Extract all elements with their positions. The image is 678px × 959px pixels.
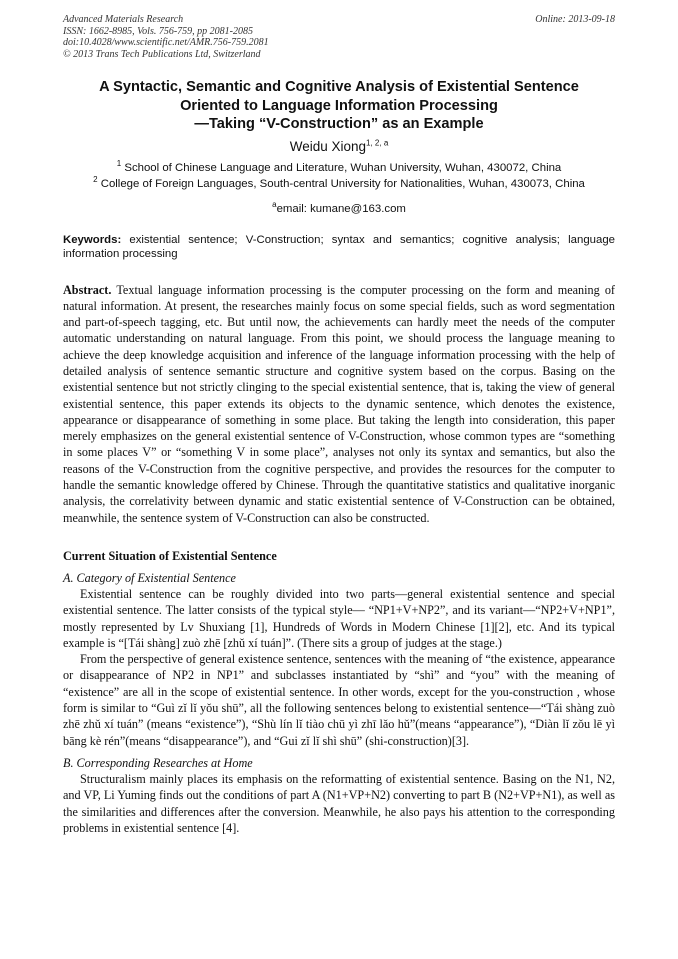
title-line-2: Oriented to Language Information Processing xyxy=(180,97,498,114)
abstract-block xyxy=(63,282,615,526)
author-name: Weidu Xiong xyxy=(289,138,367,154)
affiliation-2 xyxy=(63,176,615,192)
affiliation-1-superscript: 1 xyxy=(116,158,122,168)
abstract-label: Abstract. xyxy=(63,282,112,297)
journal-name: Advanced Materials Research xyxy=(63,14,184,25)
author-line xyxy=(63,138,615,156)
email-line xyxy=(63,199,615,216)
paragraph-category-1: Existential sentence can be roughly divided into two parts—general existential sentence and special existential sentence. The latter consists of the typical style— “NP1+V+NP2”, and its variant—“NP2+V+NP1”, mostly represented by Lv Shuxiang [1], Hundreds of Words in Modern Chinese [1][2], etc. And its typical example is “[Tái shàng] zuò zhē [zhǔ xí tuán]”. (There sits a group of judges at the stage.) xyxy=(63,586,615,650)
affiliation-2-text: College of Foreign Languages, South-central University for Nationalities, Wuhan, 430073, China xyxy=(100,177,585,190)
keywords-block xyxy=(63,233,615,262)
author-superscript: 1, 2, a xyxy=(366,138,389,147)
email-address: email: kumane@163.com xyxy=(276,202,406,215)
journal-header xyxy=(63,14,615,60)
keywords-text: existential sentence; V-Construction; syntax and semantics; cognitive analysis; language information processing xyxy=(63,233,615,260)
affiliation-2-superscript: 2 xyxy=(93,174,98,184)
abstract-text: Textual language information processing is the computer processing on the form and meaning of natural information. At present, the researches mainly focus on some special fields, such as word segmentation and part-of-speech tagging, etc. But until now, the achievements can hardly meet the needs of the computer automatic understanding on natural language. From this point, we should process the language meaning to achieve the deep knowledge acquisition and inference of the language information processing with the help of detailed analysis of sentence semantic structure and cognitive system based on the corpus. Basing on the existential sentence but not strictly clinging to the special existential sentence, that is, taking the view of general existential sentence, this paper extends its objects to the dynamic sentence, which denotes the existence, appearance or disappearance of something in some place. But taking the length into consideration, this paper merely emphasizes on the general existential sentence of V-Construction, whose common types are “something in some places V” or “something V in some place”, analyses not only its syntax and semantics, but also the reasons of the V-Construction from the cognitive perspective, and provides the resources for the computer to handle the semantic knowledge offered by Chinese. Through the quantitative statistics and qualitative inorganic analysis, the correlativity between dynamic and static existential sentence of V-Construction can be obtained, meanwhile, the sentence system of V-Construction can also be constructed. xyxy=(63,282,615,525)
title-line-3: —Taking “V-Construction” as an Example xyxy=(194,116,484,132)
online-date: Online: 2013-09-18 xyxy=(535,14,615,25)
subsection-heading-researches: B. Corresponding Researches at Home xyxy=(63,755,253,770)
affiliation-1 xyxy=(63,160,615,176)
paragraph-researches-1: Structuralism mainly places its emphasis on the reformatting of existential sentence. Basing on the N1, N2, and VP, Li Yuming finds out the conditions of part A (N1+VP+N2) converting to part B (N2+VP+N1), as well as the similarities and differences after the conversion. Meanwhile, he also pays his attention to the corresponding problems in existential sentence [4]. xyxy=(63,771,615,835)
subsection-heading-category: A. Category of Existential Sentence xyxy=(63,570,236,585)
copyright-line: © 2013 Trans Tech Publications Ltd, Switzerland xyxy=(63,48,261,60)
email-superscript: a xyxy=(272,199,277,209)
doi-line: doi:10.4028/www.scientific.net/AMR.756-759.2081 xyxy=(63,37,269,48)
issn-line: ISSN: 1662-8985, Vols. 756-759, pp 2081-2085 xyxy=(63,25,253,37)
paper-title xyxy=(63,78,615,134)
paragraph-category-2: From the perspective of general existence sentence, sentences with the meaning of “the existence, appearance or disappearance of NP2 in NP1” and subclasses instantiated by “shì” and “you” with the meaning of “existence” are all in the scope of existential sentence. In other words, except for the you-construction , whose form is similar to “Guì zǐ lǐ yǒu shū”, all the following sentences belong to existential sentence—“Tái shàng zuò zhē zhǔ xí tuán” (means “existence”), “Shù lín lǐ tiào chū yì zhī lǎo hǔ”(means “appearance”), “Diàn lǐ zǒu lē yì bāng kè rén”(means “disappearance”), and “Gui zǐ lǐ shì shū” (shi-construction)[3]. xyxy=(63,652,615,748)
section-heading-current-situation: Current Situation of Existential Sentence xyxy=(63,548,277,563)
affiliation-1-text: School of Chinese Language and Literature, Wuhan University, Wuhan, 430072, China xyxy=(124,161,562,174)
keywords-label: Keywords: xyxy=(63,233,122,246)
title-line-1: A Syntactic, Semantic and Cognitive Analysis of Existential Sentence xyxy=(99,79,579,95)
